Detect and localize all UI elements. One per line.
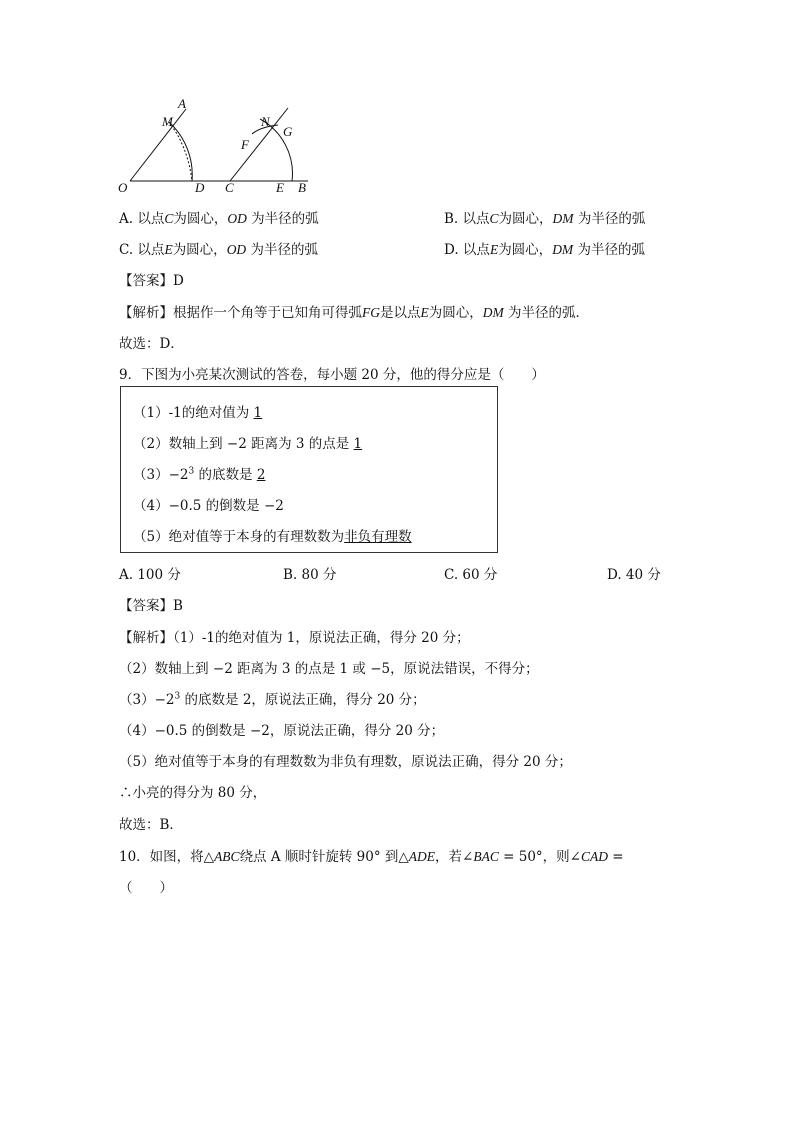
ray-oa [130, 109, 186, 181]
box-line-3: $(3)-2^3$ 的底数是 2 [133, 466, 266, 483]
geometry-figure [110, 95, 320, 200]
q9-analysis-6: ∴小亮的得分为 80 分， [119, 785, 267, 801]
q9-analysis-3: $(3)-2^3$ 的底数是 2，原说法正确，得分 20 分； [119, 691, 426, 708]
q10-stem: 10．如图，将△ABC绕点 A 顺时针旋转 90° 到△ADE，若∠BAC = 50°，则∠CAD = [119, 849, 624, 865]
label-b: B [298, 180, 306, 195]
label-a: A [178, 96, 186, 111]
box-line-2: （2）数轴上到 −2 距离为 3 的点是 1 [133, 436, 363, 452]
box-line-5: （5）绝对值等于本身的有理数数为非负有理数 [133, 529, 412, 545]
q8-option-a: A. 以点C为圆心，OD 为半径的弧 [119, 211, 319, 227]
q9-option-b: B. 80 分 [283, 567, 337, 583]
q8-answer: 【答案】D [119, 273, 184, 289]
q9-option-a: A. 100 分 [119, 567, 181, 583]
arc-md [169, 122, 192, 181]
label-e: E [276, 180, 284, 195]
q9-option-c: C. 60 分 [444, 567, 498, 583]
label-d: D [195, 180, 205, 195]
answer-sheet-box [120, 386, 498, 553]
q9-analysis-4: （4）−0.5 的倒数是 −2，原说法正确，得分 20 分； [119, 723, 445, 739]
q9-analysis-5: （5）绝对值等于本身的有理数数为非负有理数，原说法正确，得分 20 分； [119, 754, 572, 770]
q9-option-d: D. 40 分 [607, 567, 661, 583]
label-n: N [261, 114, 270, 129]
label-o: O [118, 180, 128, 195]
q10-paren: （ ） [119, 880, 173, 896]
label-c: C [225, 180, 234, 195]
label-g: G [283, 124, 293, 139]
q8-analysis: 【解析】根据作一个角等于已知角可得弧FG是以点E为圆心，DM 为半径的弧． [119, 305, 590, 321]
box-line-4: （4）−0.5 的倒数是 −2 [133, 498, 284, 514]
box-line-1: （1）-1的绝对值为 1 [133, 405, 263, 421]
q8-option-d: D. 以点E为圆心，DM 为半径的弧 [444, 242, 645, 258]
q9-conclusion: 故选：B． [119, 817, 183, 833]
q9-answer: 【答案】B [119, 598, 183, 614]
label-m: M [162, 114, 173, 129]
label-f: F [241, 137, 249, 152]
q8-conclusion: 故选：D． [119, 336, 184, 352]
q9-stem: 9．下图为小亮某次测试的答卷，每小题 20 分，他的得分应是（ ） [119, 367, 545, 383]
q8-option-c: C. 以点E为圆心，OD 为半径的弧 [119, 242, 318, 258]
q9-analysis-2: （2）数轴上到 −2 距离为 3 的点是 1 或 −5，原说法错误，不得分； [119, 661, 539, 677]
ray-cg [230, 108, 288, 181]
q9-analysis-1: 【解析】（1）-1的绝对值为 1，原说法正确，得分 20 分； [119, 630, 470, 646]
q8-option-b: B. 以点C为圆心，DM 为半径的弧 [444, 211, 646, 227]
